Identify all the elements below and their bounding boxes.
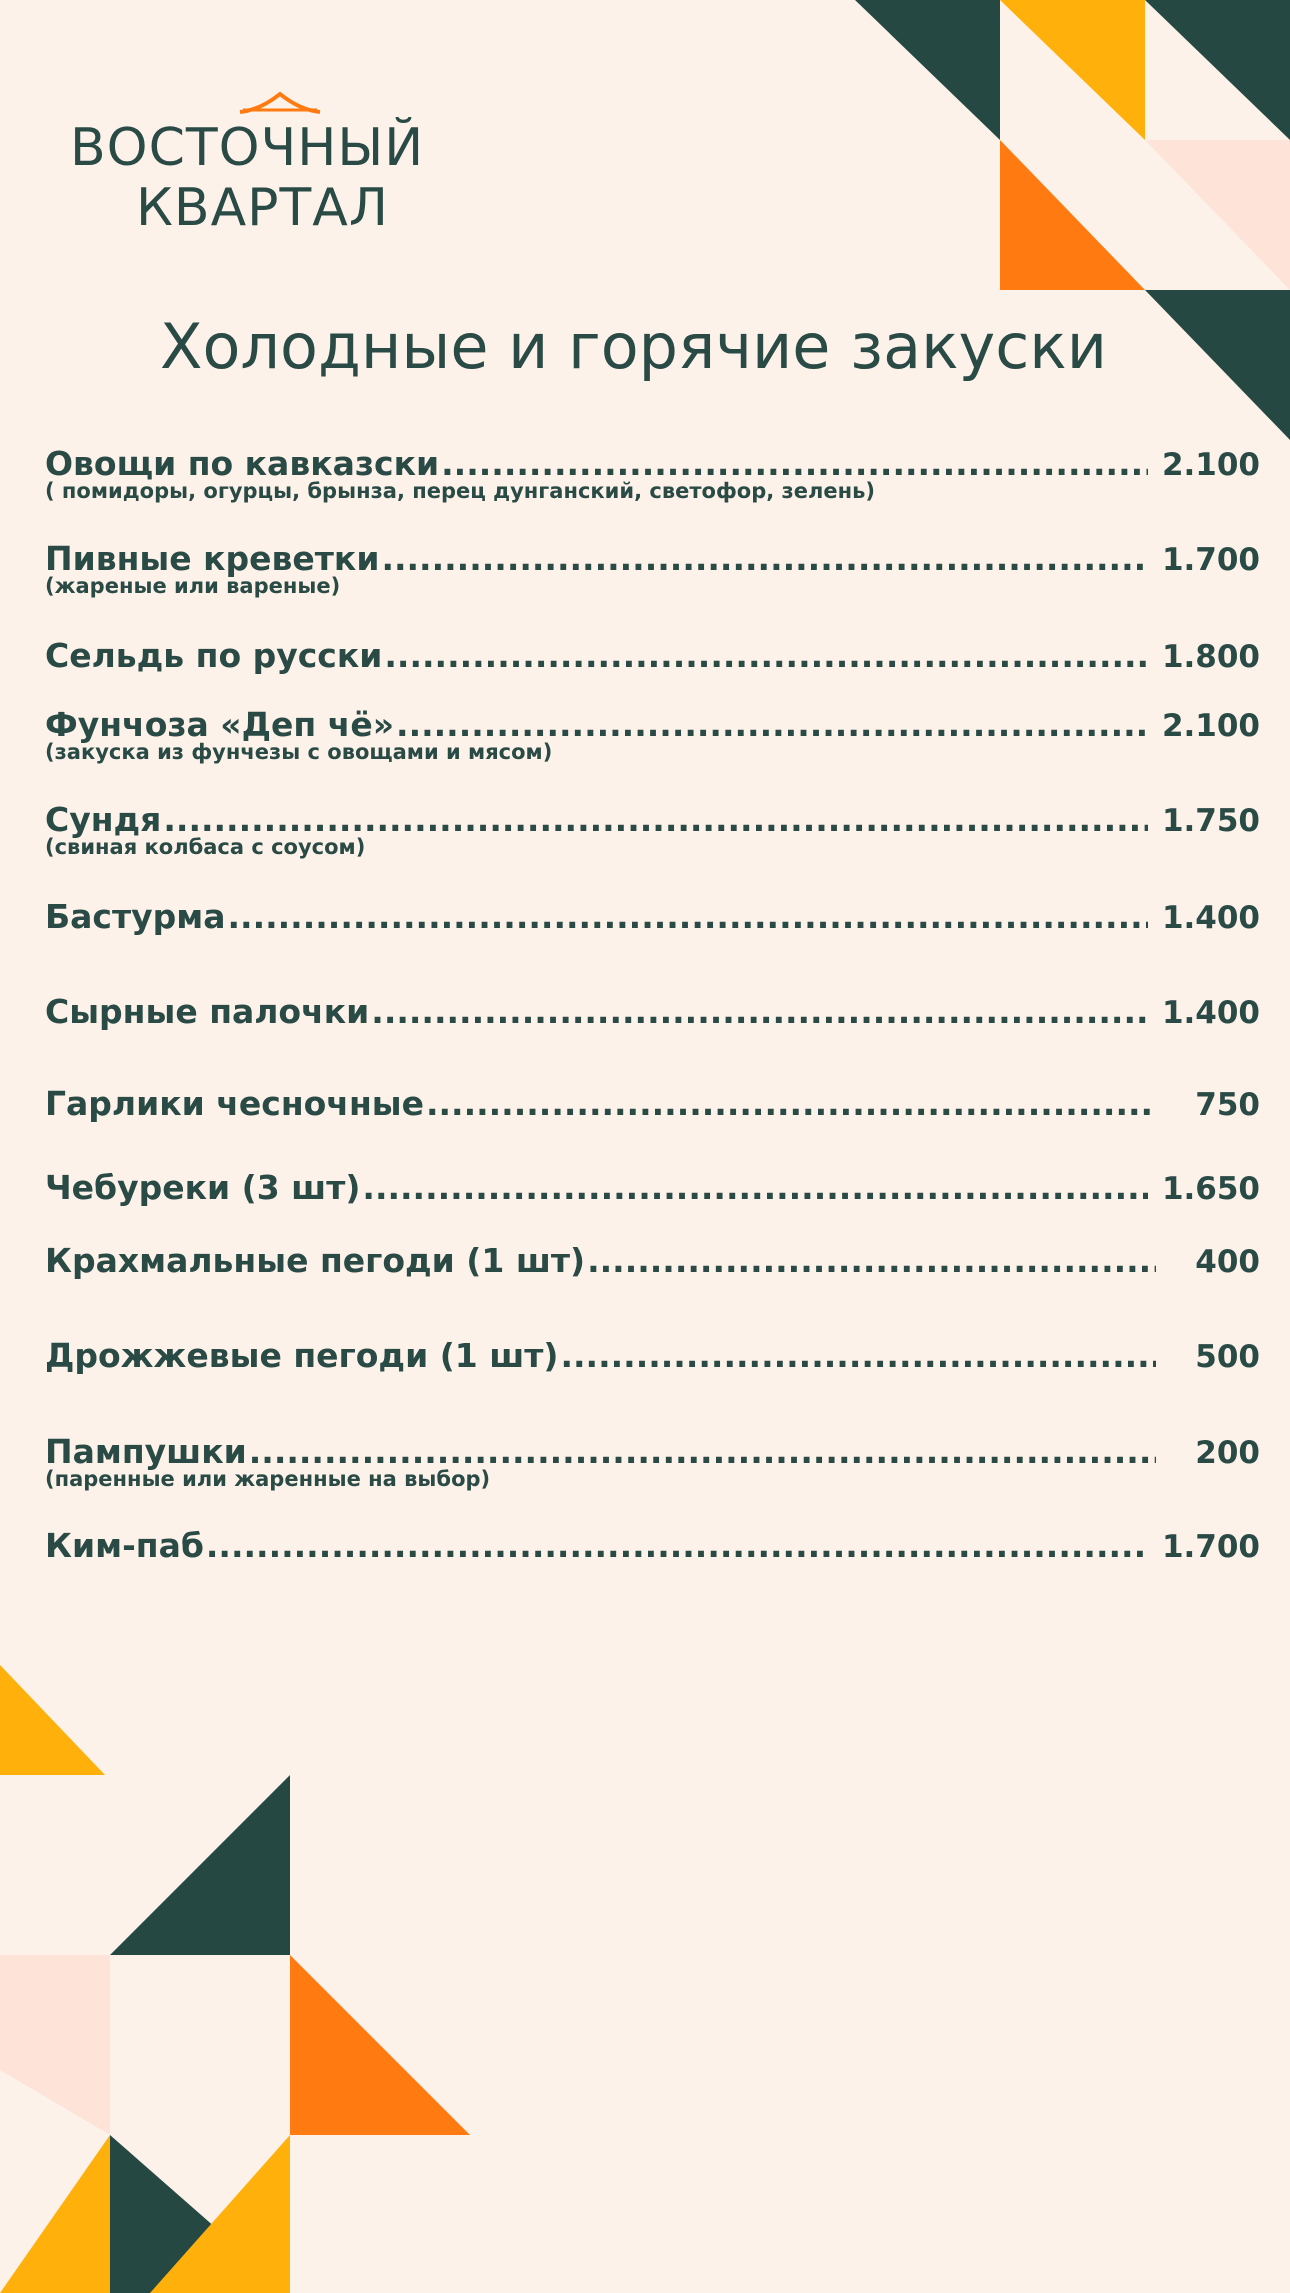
item-price: 500 [1195,1339,1260,1375]
menu-item [45,539,1260,598]
leader-dots [426,1084,1156,1123]
item-price: 1.750 [1161,803,1260,839]
item-name: Пивные креветки [45,539,380,578]
decor-triangle [110,1775,290,1955]
leader-dots [441,444,1148,483]
item-description: (жареные или вареные) [45,574,341,598]
leader-dots [362,1168,1148,1207]
menu-item [45,1526,1260,1565]
item-description: (закуска из фунчезы с овощами и мясом) [45,740,553,764]
logo-text-line2: КВАРТАЛ [136,178,389,238]
decor-triangle [290,1955,470,2135]
decor-triangle [855,0,1000,140]
item-name: Бастурма [45,897,226,936]
decor-triangle [110,2135,290,2293]
leader-dots [381,539,1147,578]
item-price: 1.400 [1161,995,1260,1031]
item-name: Фунчоза «Деп чё» [45,705,395,744]
item-name: Чебуреки (3 шт) [45,1168,361,1207]
decor-triangle [0,1665,105,1775]
item-price: 1.700 [1161,1529,1260,1565]
menu-item [45,1432,1260,1491]
decor-triangle [1000,140,1145,290]
menu-item [45,800,1260,859]
leader-dots [396,705,1148,744]
item-price: 1.400 [1161,900,1260,936]
item-name: Ким-паб [45,1526,204,1565]
decor-triangle [1000,0,1145,140]
menu-item [45,992,1260,1031]
item-price: 200 [1195,1435,1260,1471]
item-price: 1.800 [1161,639,1260,675]
item-name: Пампушки [45,1432,247,1471]
menu-item [45,705,1260,764]
logo-text-line1: ВОСТОЧНЫЙ [70,118,425,178]
item-name: Крахмальные пегоди (1 шт) [45,1241,586,1280]
decor-triangle [1145,290,1290,440]
logo-roof-icon [235,90,325,116]
item-name: Гарлики чесночные [45,1084,424,1123]
item-price: 1.700 [1161,542,1260,578]
item-description: ( помидоры, огурцы, брынза, перец дунганский, светофор, зелень) [45,479,875,503]
item-description: (свиная колбаса с соусом) [45,835,366,859]
item-name: Дрожжевые пегоди (1 шт) [45,1336,559,1375]
leader-dots [371,992,1148,1031]
menu-item [45,1241,1260,1280]
decor-triangle [1145,140,1290,290]
menu-item [45,1336,1260,1375]
leader-dots [384,636,1148,675]
item-price: 750 [1195,1087,1260,1123]
leader-dots [587,1241,1156,1280]
menu-item [45,1168,1260,1207]
leader-dots [228,897,1148,936]
leader-dots [249,1432,1156,1471]
decor-triangle [0,1955,110,2135]
leader-dots [163,800,1148,839]
item-price: 400 [1195,1244,1260,1280]
item-price: 2.100 [1161,447,1260,483]
leader-dots [206,1526,1148,1565]
item-name: Овощи по кавказски [45,444,440,483]
item-name: Сырные палочки [45,992,370,1031]
page-title: Холодные и горячие закуски [160,310,1108,383]
item-price: 2.100 [1161,708,1260,744]
decor-triangle [1145,0,1290,140]
item-name: Сельдь по русски [45,636,383,675]
item-name: Сундя [45,800,162,839]
leader-dots [560,1336,1156,1375]
item-description: (паренные или жаренные на выбор) [45,1467,491,1491]
item-price: 1.650 [1161,1171,1260,1207]
menu-item [45,1084,1260,1123]
decor-triangle [150,2135,290,2293]
menu-item [45,897,1260,936]
decor-triangle [0,2135,110,2293]
menu-item [45,636,1260,675]
menu-item [45,444,1260,503]
